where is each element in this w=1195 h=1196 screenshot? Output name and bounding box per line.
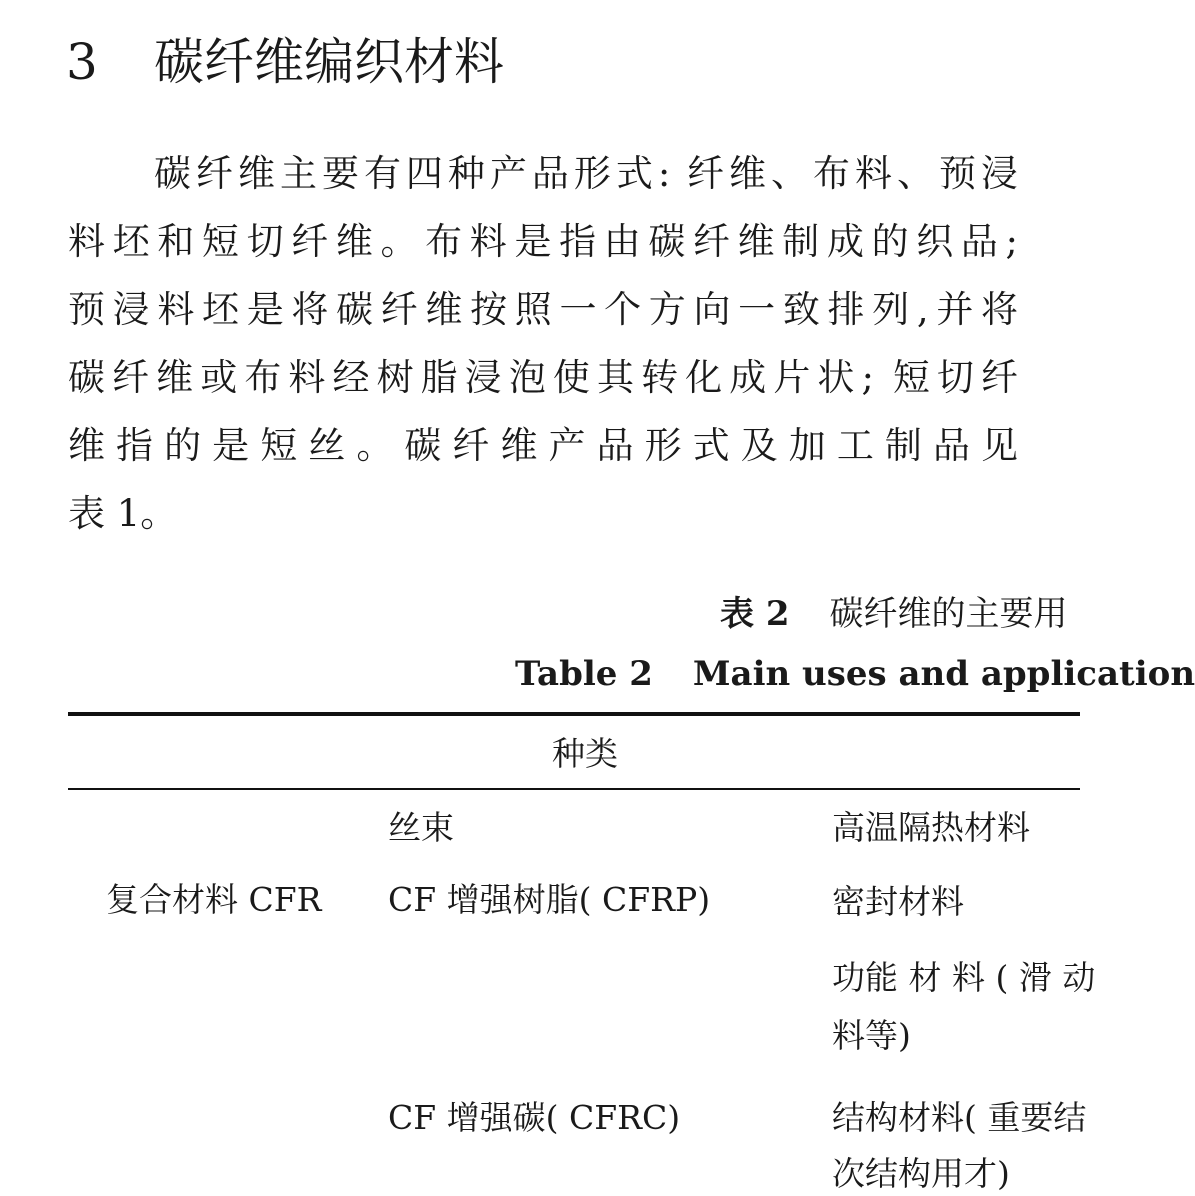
table-cell-use: 次结构用才) — [832, 1154, 1010, 1193]
table-cell-subtype: CF 增强碳( CFRC) — [388, 1098, 681, 1137]
table-top-rule — [68, 712, 1080, 716]
table-caption-zh — [720, 592, 1068, 636]
paragraph-line: 料坯和短切纤维。布料是指由碳纤维制成的织品; — [68, 220, 1018, 263]
table-title-en: Main uses and application — [692, 654, 1195, 694]
table-number-en: Table 2 — [515, 654, 653, 694]
table-cell-use: 功能 材 料 ( 滑 动 — [832, 958, 1096, 997]
table-title-zh: 碳纤维的主要用 — [829, 594, 1068, 634]
table-cell-category: 复合材料 CFR — [106, 880, 322, 919]
paragraph-line: 表 1。 — [68, 492, 178, 535]
section-heading — [66, 28, 504, 96]
table-cell-use: 结构材料( 重要结 — [832, 1098, 1087, 1137]
section-title: 碳纤维编织材料 — [154, 33, 504, 91]
table-cell-use: 密封材料 — [832, 882, 964, 921]
table-cell-use: 料等) — [832, 1016, 911, 1055]
table-cell-subtype: CF 增强树脂( CFRP) — [388, 880, 711, 919]
paragraph-line: 碳纤维或布料经树脂浸泡使其转化成片状; 短切纤 — [68, 356, 1018, 399]
table-caption-en — [515, 652, 1195, 696]
paragraph-line: 碳纤维主要有四种产品形式: 纤维、布料、预浸 — [154, 152, 1018, 195]
paragraph-line: 预浸料坯是将碳纤维按照一个方向一致排列,并将 — [68, 288, 1018, 331]
section-number: 3 — [66, 33, 98, 91]
body-paragraph — [68, 140, 1018, 548]
table-header-type: 种类 — [552, 734, 618, 773]
table-cell-subtype: 丝束 — [388, 808, 454, 847]
table-header-rule — [68, 788, 1080, 790]
table-cell-use: 高温隔热材料 — [832, 808, 1030, 847]
table-number-zh: 表 2 — [720, 594, 790, 634]
paragraph-line: 维指的是短丝。碳纤维产品形式及加工制品见 — [68, 424, 1018, 467]
